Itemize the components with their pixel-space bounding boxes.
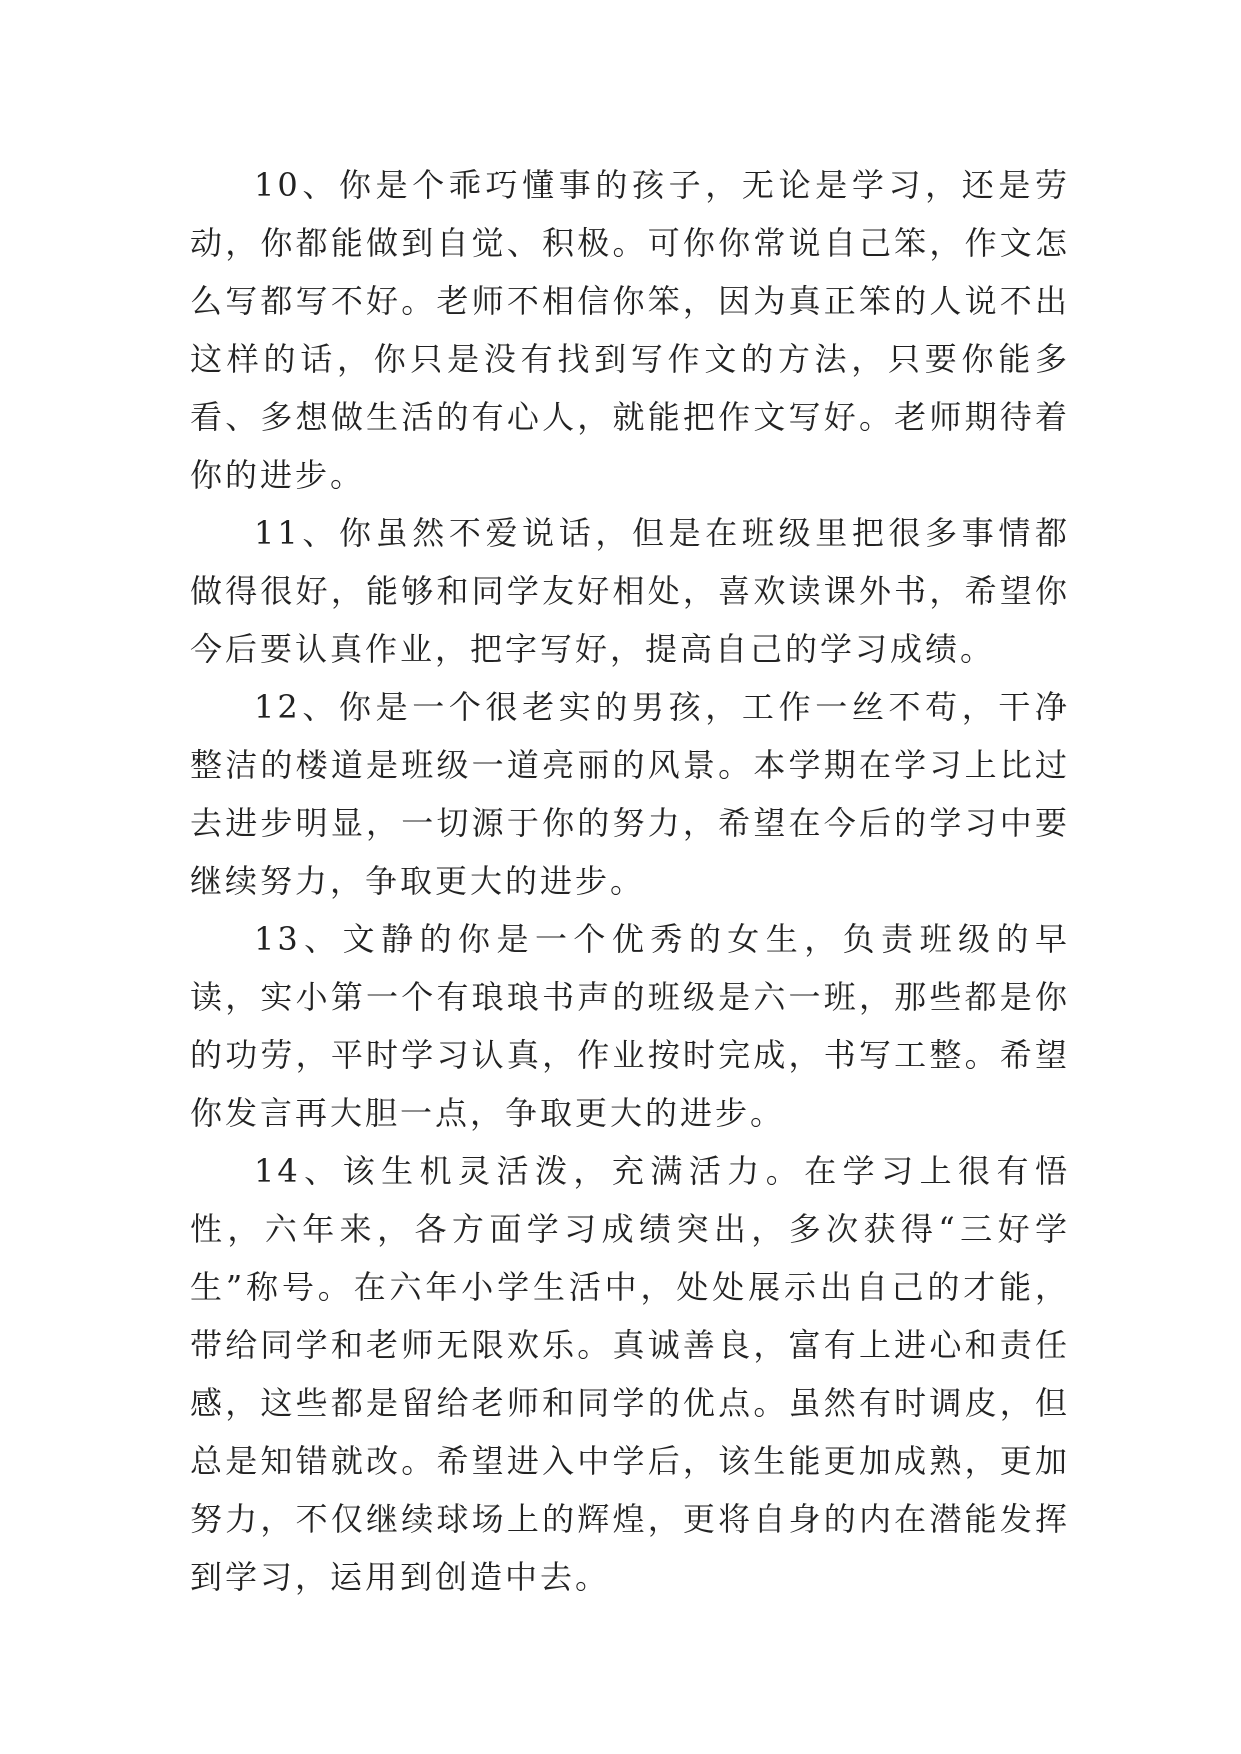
comment-paragraph-11: 11、你虽然不爱说话，但是在班级里把很多事情都做得很好，能够和同学友好相处，喜欢读课外书，希望你今后要认真作业，把字写好，提高自己的学习成绩。: [190, 514, 1070, 668]
document-body: [190, 156, 1070, 1606]
comment-paragraph-13: 13、文静的你是一个优秀的女生，负责班级的早读，实小第一个有琅琅书声的班级是六一班，那些都是你的功劳，平时学习认真，作业按时完成，书写工整。希望你发言再大胆一点，争取更大的进步。: [190, 920, 1070, 1132]
comment-paragraph-12: 12、你是一个很老实的男孩，工作一丝不苟，干净整洁的楼道是班级一道亮丽的风景。本学期在学习上比过去进步明显，一切源于你的努力，希望在今后的学习中要继续努力，争取更大的进步。: [190, 688, 1070, 900]
comment-paragraph-10: 10、你是个乖巧懂事的孩子，无论是学习，还是劳动，你都能做到自觉、积极。可你你常说自己笨，作文怎么写都写不好。老师不相信你笨，因为真正笨的人说不出这样的话，你只是没有找到写作文的方法，只要你能多看、多想做生活的有心人，就能把作文写好。老师期待着你的进步。: [190, 166, 1070, 494]
comment-paragraph-14: 14、该生机灵活泼，充满活力。在学习上很有悟性，六年来，各方面学习成绩突出，多次获得“三好学生”称号。在六年小学生活中，处处展示出自己的才能，带给同学和老师无限欢乐。真诚善良，富有上进心和责任感，这些都是留给老师和同学的优点。虽然有时调皮，但总是知错就改。希望进入中学后，该生能更加成熟，更加努力，不仅继续球场上的辉煌，更将自身的内在潜能发挥到学习，运用到创造中去。: [190, 1152, 1070, 1596]
